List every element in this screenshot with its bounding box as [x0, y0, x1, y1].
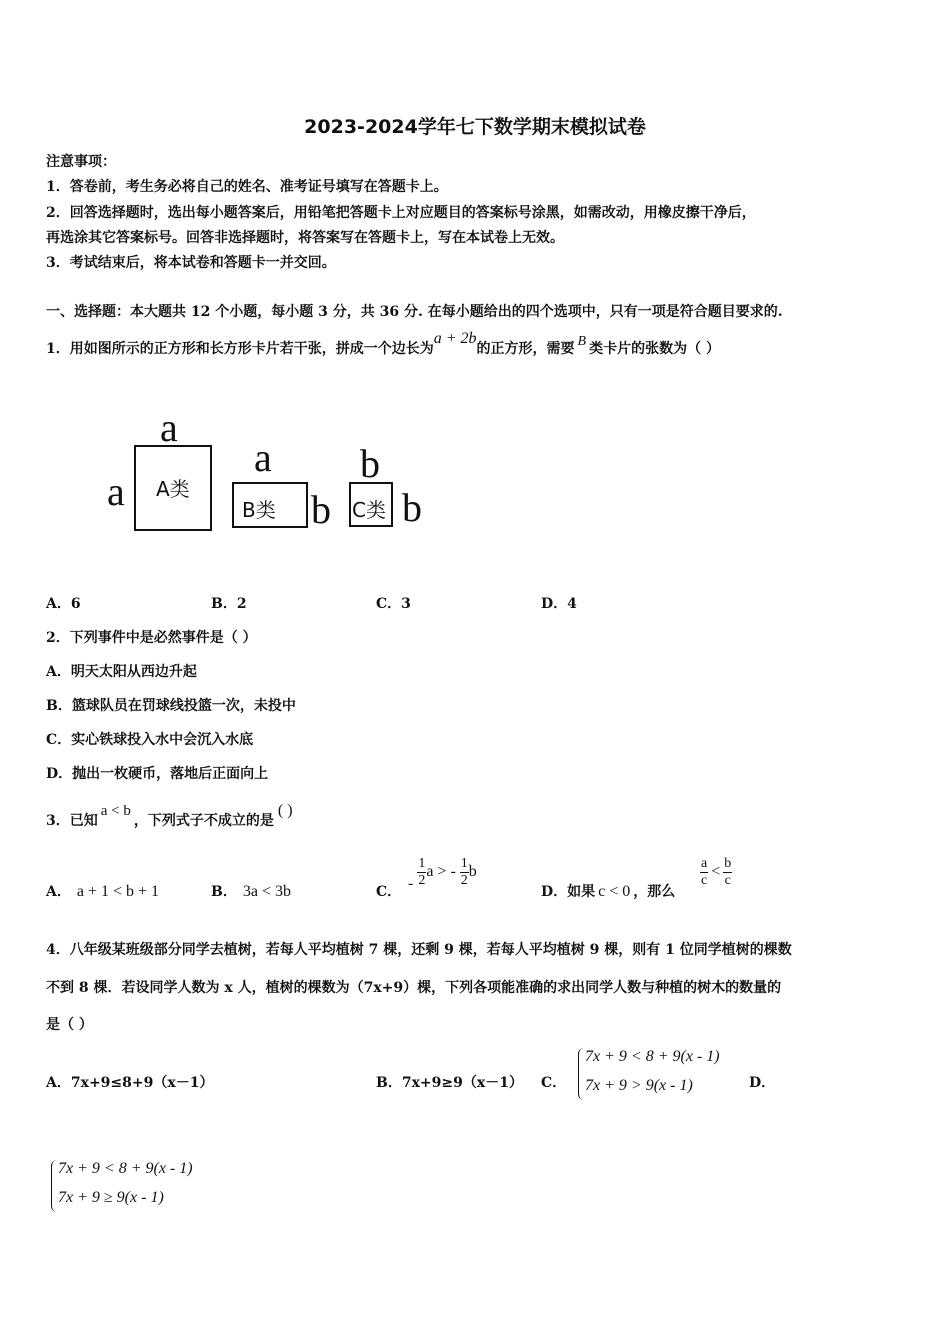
q1-text: 类卡片的张数为（ ）	[589, 341, 720, 357]
q2-stem: 2．下列事件中是必然事件是（ ）	[46, 630, 257, 646]
q1-option-c[interactable]: C．3	[376, 596, 411, 612]
q1-card-type: B	[577, 334, 587, 349]
q2-option-c[interactable]: C．实心铁球投入水中会沉入水底	[46, 732, 254, 748]
card-a-label: A类	[156, 477, 190, 501]
card-c-label: C类	[352, 498, 386, 522]
q3-condition: a < b	[100, 803, 131, 819]
q4-option-a[interactable]: A．7x+9≤8+9（x－1）	[46, 1075, 214, 1091]
denominator: 2	[418, 873, 426, 888]
fig-label-a-left: a	[107, 469, 125, 514]
card-b-rectangle	[232, 482, 308, 528]
q3-option-c-label[interactable]: C．	[376, 884, 402, 900]
q2-option-b[interactable]: B．篮球队员在罚球线投篮一次，未投中	[46, 698, 296, 714]
q2-option-a[interactable]: A．明天太阳从西边升起	[46, 664, 197, 680]
q3-option-b[interactable]	[211, 882, 291, 902]
fig-label-c-right: b	[402, 485, 422, 530]
q1-side-expr: a + 2b	[433, 330, 477, 347]
fraction-half	[417, 856, 426, 889]
q3-text: 3．已知	[46, 813, 98, 829]
card-a-square	[134, 445, 212, 531]
denominator: 2	[460, 873, 468, 888]
q3-option-a[interactable]	[46, 882, 159, 902]
notice-item: 1．答卷前，考生务必将自己的姓名、准考证号填写在答题卡上。	[46, 179, 448, 195]
card-c-square	[349, 482, 393, 527]
q4-stem-line: 是（ ）	[46, 1017, 93, 1033]
q4-option-c-line1: 7x + 9 < 8 + 9(x - 1)	[585, 1048, 720, 1065]
notice-item: 2．回答选择题时，选出每小题答案后，用铅笔把答题卡上对应题目的答案标号涂黑，如需改动，用橡皮擦干净后，	[46, 205, 756, 221]
expr-middle: a > -	[426, 863, 456, 881]
q3-text: ，下列式子不成立的是	[133, 813, 274, 829]
q3-option-d-cond: c < 0	[598, 883, 631, 900]
q4-stem-line: 不到 8 棵．若设同学人数为 x 人，植树的棵数为（7x+9）棵，下列各项能准确的求出同学人数与种植的树木的数量的	[46, 980, 782, 996]
fig-label-a-top: a	[160, 405, 178, 450]
less-than: <	[711, 863, 721, 881]
q4-option-d-label[interactable]: D．	[749, 1075, 776, 1091]
q1-option-b[interactable]: B．2	[211, 596, 247, 612]
expr-end: b	[468, 863, 477, 881]
fraction-b-over-c	[723, 856, 732, 889]
fig-label-b-right: b	[311, 487, 331, 532]
notice-heading: 注意事项：	[46, 154, 116, 170]
q4-option-d-line2: 7x + 9 ≥ 9(x - 1)	[58, 1189, 164, 1206]
q1-text: 1．用如图所示的正方形和长方形卡片若干张，拼成一个边长为	[46, 341, 434, 357]
page-title: 2023-2024学年七下数学期末模拟试卷	[304, 116, 646, 138]
numerator: 1	[418, 856, 426, 871]
q3-option-a-expr: a + 1 < b + 1	[76, 883, 160, 900]
denominator: c	[701, 873, 708, 888]
q4-option-c-line2: 7x + 9 > 9(x - 1)	[585, 1077, 693, 1094]
fig-label-c-top: b	[360, 441, 380, 486]
q4-option-d-line1: 7x + 9 < 8 + 9(x - 1)	[58, 1160, 193, 1177]
q3-option-c-expr	[408, 856, 477, 893]
q4-option-b[interactable]: B．7x+9≥9（x－1）	[376, 1075, 523, 1091]
q3-stem	[46, 802, 293, 831]
q1-option-d[interactable]: D．4	[541, 596, 577, 612]
denominator: c	[724, 873, 731, 888]
brace-icon	[51, 1160, 57, 1212]
q4-option-c-label[interactable]: C．	[541, 1075, 567, 1091]
option-label: B．	[211, 884, 237, 900]
minus-sign: -	[408, 875, 414, 893]
q1-text: 的正方形，需要	[476, 341, 575, 357]
option-label: A．	[46, 884, 71, 900]
q3-option-b-expr: 3a < 3b	[242, 883, 291, 900]
section-heading: 一、选择题：本大题共 12 个小题，每小题 3 分，共 36 分. 在每小题给出的四个选项中，只有一项是符合题目要求的.	[46, 304, 783, 320]
fig-label-b-top: a	[254, 435, 272, 480]
q4-stem-line: 4．八年级某班级部分同学去植树，若每人平均植树 7 棵，还剩 9 棵，若每人平均植树 9 棵，则有 1 位同学植树的棵数	[46, 942, 792, 958]
option-label: D．如果	[541, 884, 596, 900]
q3-option-d[interactable]	[541, 882, 675, 902]
brace-icon	[578, 1048, 584, 1100]
numerator: b	[724, 856, 732, 871]
card-b-label: B类	[242, 498, 276, 522]
notice-item: 3．考试结束后，将本试卷和答题卡一并交回。	[46, 255, 336, 271]
q1-option-a[interactable]: A．6	[46, 596, 81, 612]
fraction-a-over-c	[700, 856, 708, 889]
q3-paren: ( )	[277, 802, 293, 819]
q3-option-d-expr	[700, 856, 732, 889]
numerator: 1	[460, 856, 468, 871]
fraction-half	[460, 856, 469, 889]
q1-stem	[46, 330, 720, 360]
option-text: ，那么	[633, 884, 676, 900]
numerator: a	[701, 856, 708, 871]
q2-option-d[interactable]: D．抛出一枚硬币，落地后正面向上	[46, 766, 269, 782]
notice-item: 再选涂其它答案标号。回答非选择题时，将答案写在答题卡上，写在本试卷上无效。	[46, 230, 564, 246]
